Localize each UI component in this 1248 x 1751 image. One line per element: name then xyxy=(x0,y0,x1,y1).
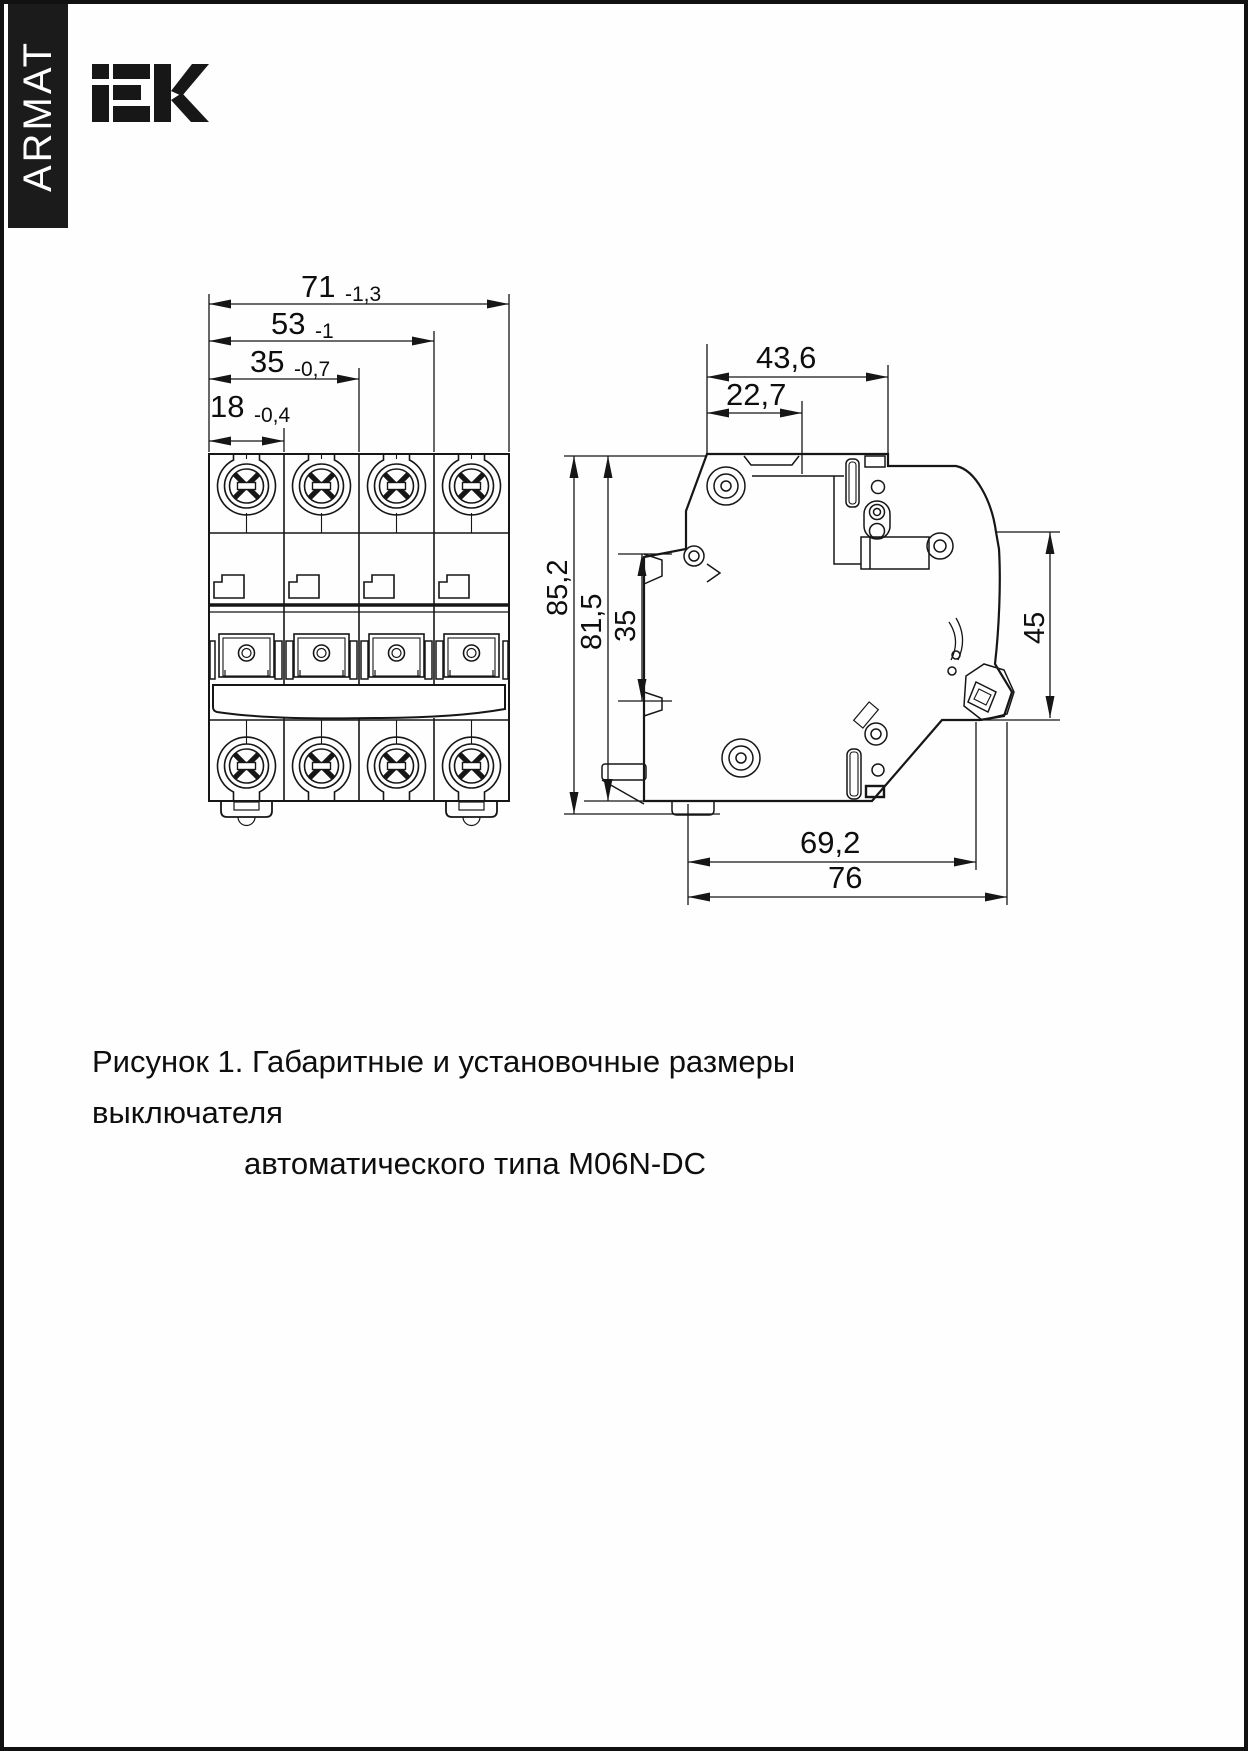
dim-depth-bottom: 69,2 xyxy=(800,825,861,860)
figure-caption-line1: Рисунок 1. Габаритные и установочные размеры выключателя xyxy=(92,1044,796,1130)
dim-rail-width: 35 xyxy=(610,609,642,642)
brand-vertical-text: ARMAT xyxy=(15,39,60,193)
front-view xyxy=(209,269,509,826)
technical-drawing xyxy=(4,4,1248,944)
dim-depth-total: 76 xyxy=(828,860,863,895)
dim-width-53-tol: -1 xyxy=(315,320,334,343)
dim-height-body: 81,5 xyxy=(576,593,608,650)
dim-width-35: 35 xyxy=(250,344,285,379)
dim-width-18-tol: -0,4 xyxy=(254,404,291,427)
dim-width-18: 18 xyxy=(210,389,245,424)
figure-caption xyxy=(92,1036,992,1189)
dim-width-53: 53 xyxy=(271,306,306,341)
dim-depth-top: 43,6 xyxy=(756,340,817,375)
dim-front-height: 45 xyxy=(1019,611,1051,644)
figure-caption-line2: автоматического типа M06N-DC xyxy=(244,1146,706,1181)
dim-width-35-tol: -0,7 xyxy=(294,358,331,381)
dim-width-71: 71 xyxy=(301,269,336,304)
dim-depth-handle: 22,7 xyxy=(726,377,787,412)
dim-height-total: 85,2 xyxy=(542,559,574,616)
side-view xyxy=(542,340,1060,905)
dim-width-71-tol: -1,3 xyxy=(345,283,382,306)
